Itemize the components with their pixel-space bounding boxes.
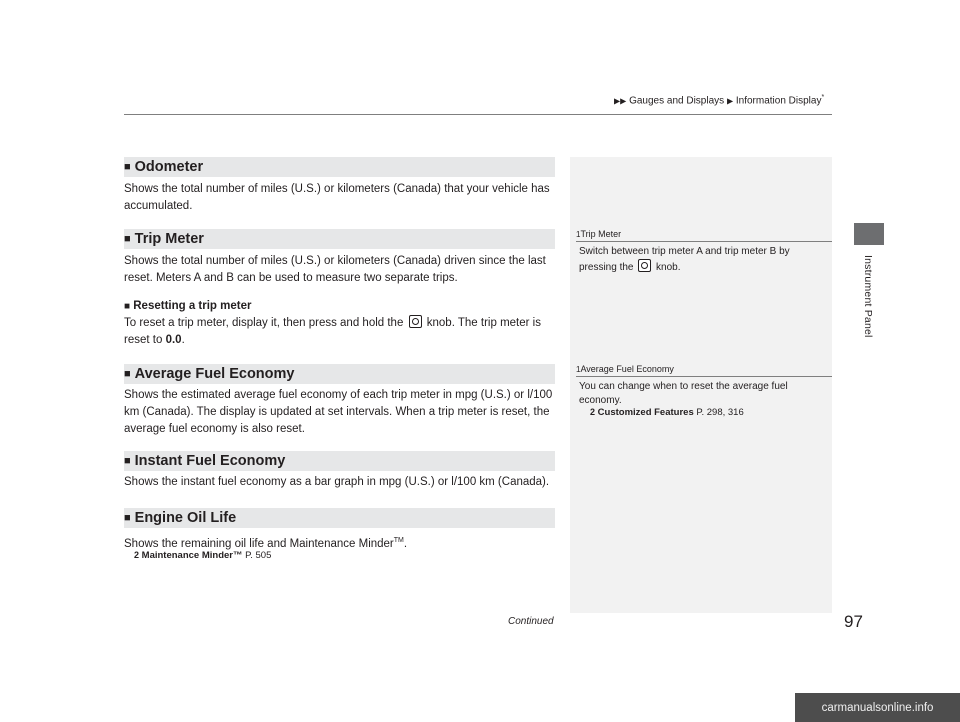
sub-heading-title: Resetting a trip meter (133, 300, 252, 312)
reference-label: Customized Features (597, 407, 694, 418)
cross-reference-customized-features[interactable] (590, 407, 744, 418)
chapter-label: Instrument Panel (862, 255, 874, 338)
breadcrumb-item[interactable]: Gauges and Displays (629, 95, 725, 107)
knob-icon (409, 315, 422, 328)
reset-text-part: knob. The trip meter is reset to (124, 317, 541, 346)
reset-text-part: To reset a trip meter, display it, then press and hold the (124, 317, 404, 329)
breadcrumb-arrow-icon: ▶▶ (614, 96, 627, 106)
reference-arrow-icon: 2 (590, 407, 596, 417)
breadcrumb-item[interactable]: Information Display (735, 95, 822, 107)
reference-arrow-icon: 2 (134, 550, 140, 560)
note-title-text: Trip Meter (580, 229, 622, 239)
note-text-trip-meter (579, 245, 819, 274)
option-mark: * (821, 94, 825, 101)
trademark: TM (393, 537, 404, 544)
note-text-part: Switch between trip meter A and trip meter B by pressing the (579, 246, 790, 273)
bullet-square-icon: ■ (124, 455, 131, 467)
bullet-square-icon: ■ (124, 368, 131, 380)
section-title: Engine Oil Life (134, 510, 237, 526)
section-heading-average-fuel-economy (124, 364, 555, 384)
section-title: Trip Meter (134, 231, 204, 247)
section-title: Instant Fuel Economy (134, 453, 286, 469)
note-text-average-fuel-economy: You can change when to reset the average fuel economy. (579, 381, 788, 406)
note-rule (576, 376, 832, 377)
oil-life-text-end: . (403, 537, 408, 550)
note-rule (576, 241, 832, 242)
note-title-text: Average Fuel Economy (580, 364, 674, 374)
note-title-trip-meter (576, 229, 621, 239)
reset-text-end: . (181, 334, 185, 346)
note-number: 1 (576, 230, 581, 239)
section-heading-trip-meter (124, 229, 555, 249)
trip-meter-text: Shows the total number of miles (U.S.) or kilometers (Canada) driven since the last reset. Meters A and B can be used to measure two separate trips. (124, 255, 546, 284)
note-number: 1 (576, 365, 581, 374)
sub-heading-reset (124, 300, 251, 312)
cross-reference-maintenance-minder[interactable] (134, 550, 271, 561)
note-title-average-fuel-economy (576, 364, 674, 374)
bullet-square-icon: ■ (124, 161, 131, 173)
bullet-square-icon: ■ (124, 512, 131, 524)
header-rule (124, 114, 832, 115)
reference-page: P. 298, 316 (696, 407, 744, 418)
continued-label: Continued (508, 616, 554, 627)
reference-label: Maintenance Minder™ (141, 550, 243, 561)
page-number: 97 (844, 612, 863, 631)
bullet-square-icon: ■ (124, 233, 131, 245)
instant-fuel-text: Shows the instant fuel economy as a bar graph in mpg (U.S.) or l/100 km (Canada). (124, 476, 550, 488)
breadcrumb-arrow-icon: ▶ (726, 96, 734, 106)
section-title: Odometer (134, 159, 204, 175)
note-text-part: knob. (656, 261, 681, 273)
average-fuel-text: Shows the estimated average fuel economy of each trip meter in mpg (U.S.) or l/100 km (Canada). The display is updated at set intervals. When a trip meter is reset, the average fuel economy is also reset. (124, 389, 553, 435)
chapter-tab (854, 223, 884, 245)
section-heading-odometer (124, 157, 555, 177)
section-title: Average Fuel Economy (134, 366, 295, 382)
odometer-text: Shows the total number of miles (U.S.) or kilometers (Canada) that your vehicle has accumulated. (124, 183, 550, 212)
breadcrumb (614, 94, 824, 106)
oil-life-text-part: Shows the remaining oil life and Maintenance Minder (124, 537, 394, 550)
reference-page: P. 505 (245, 550, 272, 561)
section-heading-engine-oil-life (124, 508, 555, 528)
reset-instructions (124, 315, 556, 349)
bullet-square-icon: ■ (124, 301, 131, 312)
section-heading-instant-fuel-economy (124, 451, 555, 471)
watermark: carmanualsonline.info (795, 693, 960, 722)
reset-value: 0.0 (165, 334, 182, 346)
knob-icon (638, 259, 651, 272)
